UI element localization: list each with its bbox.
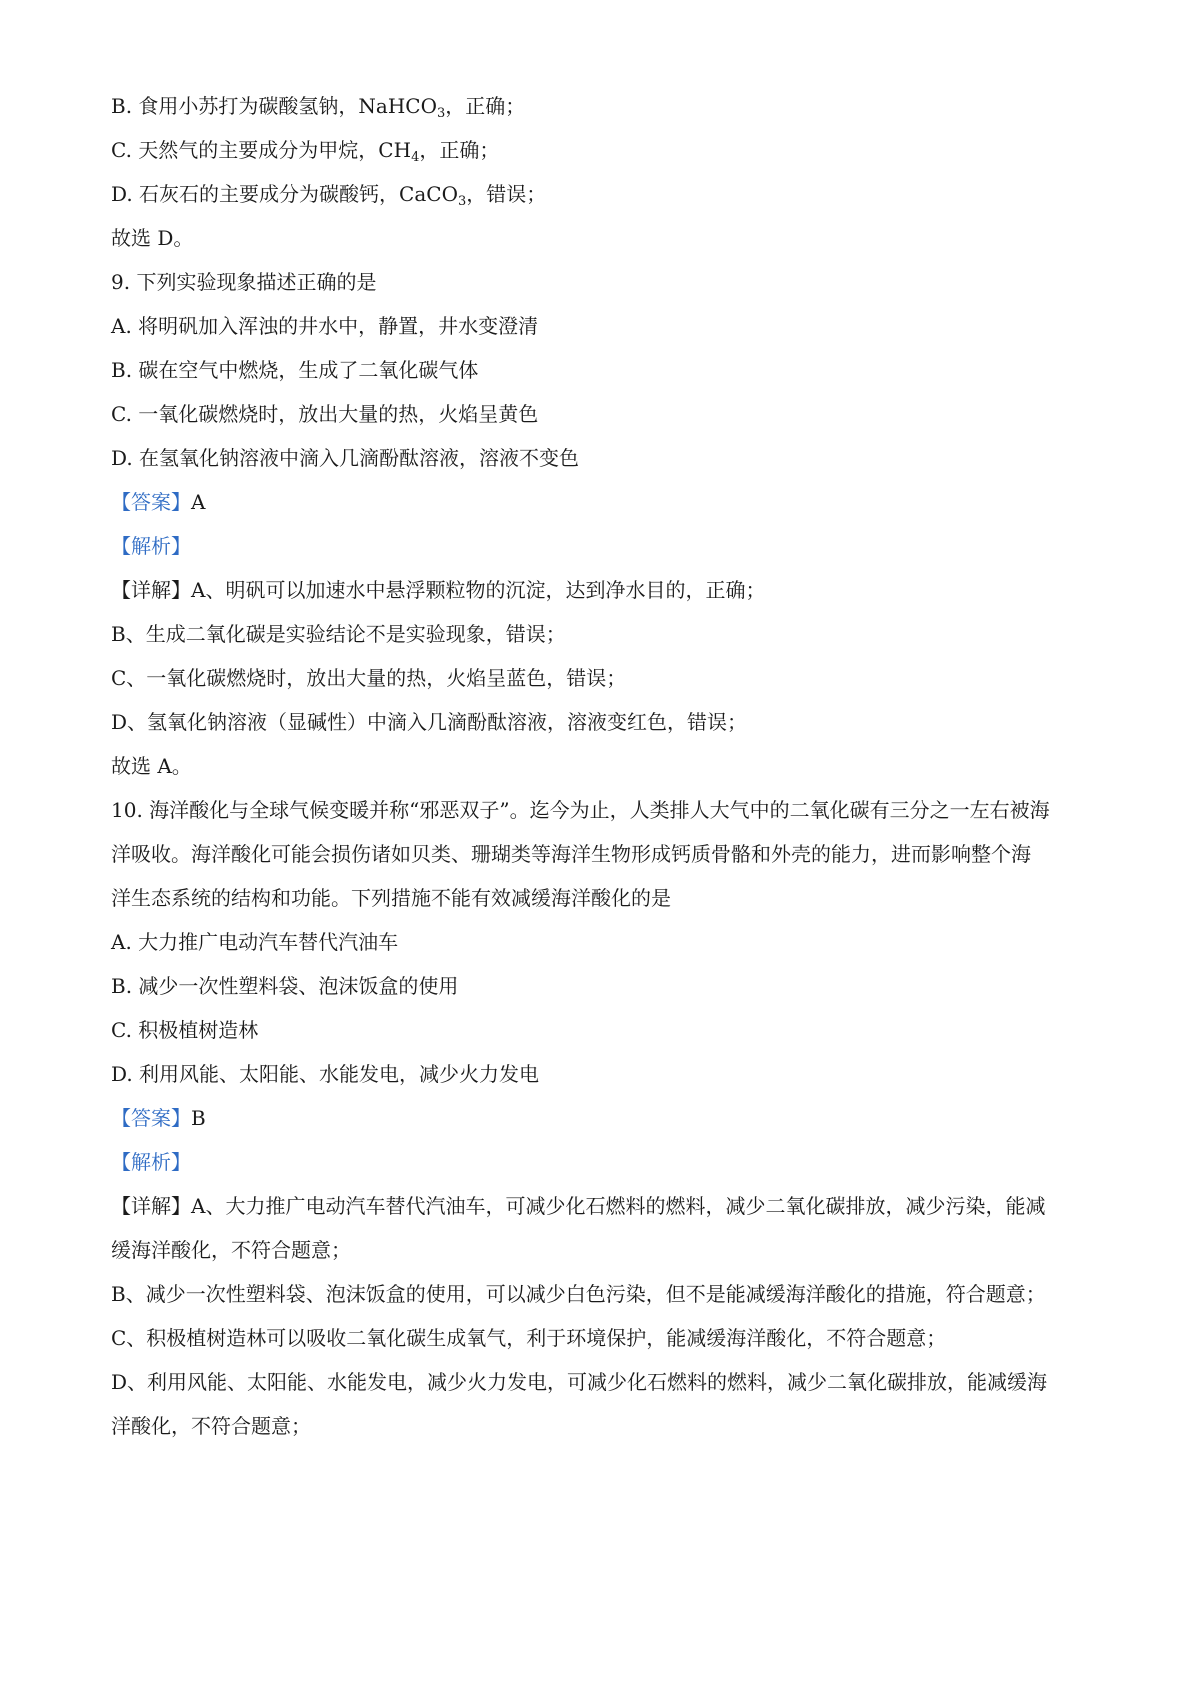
q9-option-b: B. 碳在空气中燃烧，生成了二氧化碳气体	[111, 358, 479, 382]
q8-option-b-explanation	[111, 92, 1120, 120]
q10-stem-line-2: 洋吸收。海洋酸化可能会损伤诸如贝类、珊瑚类等海洋生物形成钙质骨骼和外壳的能力，进而影响整个海	[111, 842, 1031, 866]
q8-c-end: ，正确；	[419, 138, 500, 162]
q10-detail-a-line-1: 【详解】A、大力推广电动汽车替代汽油车，可减少化石燃料的燃料，减少二氧化碳排放，减少污染，能减	[111, 1194, 1046, 1218]
q9-stem: 9. 下列实验现象描述正确的是	[111, 270, 377, 294]
q10-stem-line-3: 洋生态系统的结构和功能。下列措施不能有效减缓海洋酸化的是	[111, 886, 671, 910]
q9-detail-b: B、生成二氧化碳是实验结论不是实验现象，错误；	[111, 622, 566, 646]
q10-answer	[111, 1104, 1120, 1132]
q9-detail-d: D、氢氧化钠溶液（显碱性）中滴入几滴酚酞溶液，溶液变红色，错误；	[111, 710, 748, 734]
q9-answer-value: A	[191, 490, 206, 514]
q9-answer	[111, 488, 1120, 516]
q10-option-c: C. 积极植树造林	[111, 1018, 259, 1042]
q9-option-a: A. 将明矾加入浑浊的井水中，静置，井水变澄清	[111, 314, 539, 338]
q9-option-c: C. 一氧化碳燃烧时，放出大量的热，火焰呈黄色	[111, 402, 539, 426]
q8-c-text: C. 天然气的主要成分为甲烷，CH	[111, 138, 412, 162]
q9-conclusion: 故选 A。	[111, 754, 192, 778]
q10-detail-a-line-2: 缓海洋酸化，不符合题意；	[111, 1238, 351, 1262]
q8-option-c-explanation	[111, 136, 1120, 164]
q10-detail-c: C、积极植树造林可以吸收二氧化碳生成氧气，利于环境保护，能减缓海洋酸化，不符合题意；	[111, 1326, 947, 1350]
q9-detail-c: C、一氧化碳燃烧时，放出大量的热，火焰呈蓝色，错误；	[111, 666, 627, 690]
q10-detail-d-line-2: 洋酸化，不符合题意；	[111, 1414, 311, 1438]
q9-option-d: D. 在氢氧化钠溶液中滴入几滴酚酞溶液，溶液不变色	[111, 446, 580, 470]
q8-conclusion: 故选 D。	[111, 226, 194, 250]
q8-b-text: B. 食用小苏打为碳酸氢钠，NaHCO	[111, 94, 437, 118]
q9-detail-a: 【详解】A、明矾可以加速水中悬浮颗粒物的沉淀，达到净水目的，正确；	[111, 578, 766, 602]
q10-option-d: D. 利用风能、太阳能、水能发电，减少火力发电	[111, 1062, 540, 1086]
q8-d-subscript: 3	[457, 194, 467, 209]
q9-analysis-tag: 【解析】	[111, 534, 191, 558]
q10-answer-value: B	[191, 1106, 206, 1130]
q10-option-b: B. 减少一次性塑料袋、泡沫饭盒的使用	[111, 974, 459, 998]
q8-b-end: ，正确；	[445, 94, 526, 118]
q8-b-subscript: 3	[436, 106, 446, 121]
q8-d-end: ，错误；	[466, 182, 547, 206]
q10-detail-b: B、减少一次性塑料袋、泡沫饭盒的使用，可以减少白色污染，但不是能减缓海洋酸化的措施，符合题意；	[111, 1282, 1046, 1306]
q8-option-d-explanation	[111, 180, 1120, 208]
q8-d-text: D. 石灰石的主要成分为碳酸钙，CaCO	[111, 182, 458, 206]
q10-answer-tag: 【答案】	[111, 1106, 191, 1130]
q8-c-subscript: 4	[411, 150, 420, 165]
q10-detail-d-line-1: D、利用风能、太阳能、水能发电，减少火力发电，可减少化石燃料的燃料，减少二氧化碳排放，能减缓海	[111, 1370, 1048, 1394]
q10-analysis-tag: 【解析】	[111, 1150, 191, 1174]
q10-option-a: A. 大力推广电动汽车替代汽油车	[111, 930, 399, 954]
q10-stem-line-1: 10. 海洋酸化与全球气候变暖并称“邪恶双子”。迄今为止，人类排人大气中的二氧化碳有三分之一左右被海	[111, 798, 1050, 822]
q9-answer-tag: 【答案】	[111, 490, 191, 514]
